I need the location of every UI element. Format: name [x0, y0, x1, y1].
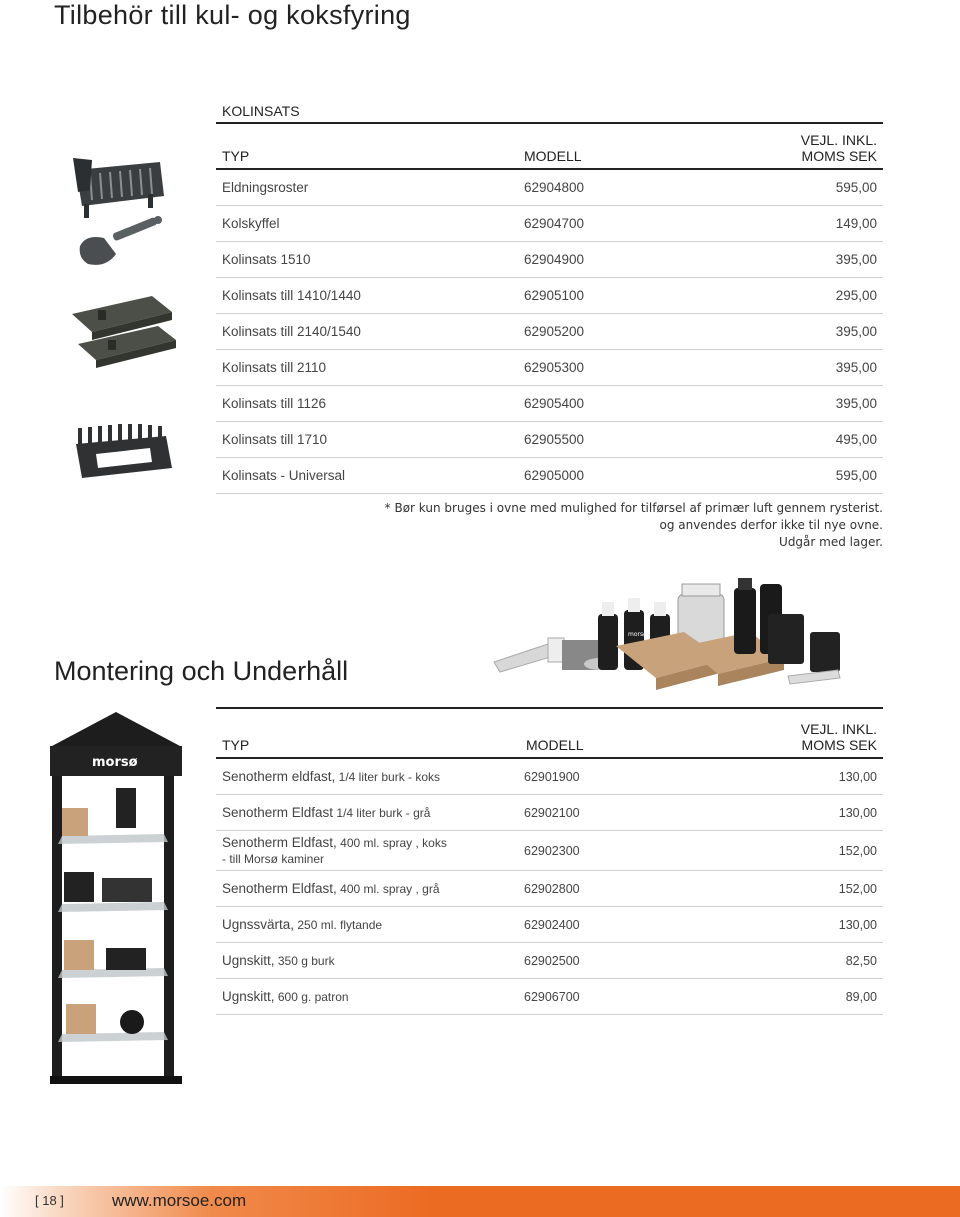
product-model: 62905400 — [518, 386, 718, 422]
table-row — [216, 943, 883, 979]
kolinsats-label: KOLINSATS — [222, 103, 300, 119]
product-model: 62902500 — [520, 943, 720, 979]
product-name: Kolinsats till 1410/1440 — [216, 278, 518, 314]
product-price: 149,00 — [718, 206, 883, 242]
product-model: 62905300 — [518, 350, 718, 386]
display-stand-image — [46, 708, 186, 1086]
product-detail: 400 ml. spray , koks — [336, 835, 447, 850]
product-name: Eldningsroster — [216, 169, 518, 206]
product-model: 62904800 — [518, 169, 718, 206]
type-header: TYP — [216, 708, 520, 758]
table-row — [216, 314, 883, 350]
price-header — [718, 123, 883, 169]
section-title: Montering och Underhåll — [54, 656, 349, 686]
model-header: MODELL — [518, 123, 718, 169]
product-price: 595,00 — [718, 169, 883, 206]
product-detail: 1/4 liter burk - grå — [333, 806, 431, 820]
product-model: 62906700 — [520, 979, 720, 1015]
product-name: Ugnskitt, — [222, 953, 275, 968]
table-row — [216, 350, 883, 386]
product-detail: 1/4 liter burk - koks — [335, 770, 441, 784]
price-header-line1: VEJL. INKL. — [800, 721, 877, 737]
table-row — [216, 831, 883, 871]
table-row — [216, 907, 883, 943]
product-price: 395,00 — [718, 386, 883, 422]
page-number: [ 18 ] — [35, 1193, 64, 1208]
model-header: MODELL — [520, 708, 720, 758]
kolinsats-table — [216, 122, 883, 494]
product-price: 395,00 — [718, 314, 883, 350]
product-detail: 350 g burk — [274, 954, 335, 968]
product-name: Kolinsats till 2140/1540 — [216, 314, 518, 350]
product-name: Senotherm Eldfast, — [222, 834, 337, 850]
product-model: 62905000 — [518, 458, 718, 494]
product-name-cell — [216, 979, 520, 1015]
product-detail-line2: - till Morsø kaminer — [222, 851, 325, 866]
product-name: Kolinsats till 1126 — [216, 386, 518, 422]
product-price: 130,00 — [720, 758, 883, 795]
montering-table-header — [216, 708, 883, 758]
product-name-cell — [216, 831, 520, 871]
product-price: 152,00 — [720, 871, 883, 907]
product-detail: 250 ml. flytande — [294, 918, 383, 932]
product-name: Kolinsats till 2110 — [216, 350, 518, 386]
footnote-line: og anvendes derfor ikke til nye ovne. — [659, 518, 883, 532]
product-model: 62902300 — [520, 831, 720, 871]
coal-insert-plates-image — [68, 292, 180, 372]
universal-coal-insert-image — [70, 422, 176, 486]
table-row — [216, 169, 883, 206]
type-header: TYP — [216, 123, 518, 169]
website-link[interactable]: www.morsoe.com — [112, 1191, 247, 1210]
page-title: Tilbehör till kul- og koksfyring — [54, 0, 411, 30]
product-price: 82,50 — [720, 943, 883, 979]
price-header-line2: MOMS SEK — [801, 148, 877, 164]
table-row — [216, 386, 883, 422]
product-model: 62905100 — [518, 278, 718, 314]
product-detail: 400 ml. spray , grå — [336, 882, 440, 896]
product-model: 62902400 — [520, 907, 720, 943]
table-row — [216, 278, 883, 314]
product-name: Senotherm Eldfast — [222, 805, 334, 820]
table-row — [216, 206, 883, 242]
brand-logo-text: morsø — [628, 631, 647, 638]
product-name-cell — [216, 943, 520, 979]
product-model: 62904700 — [518, 206, 718, 242]
product-name: Kolinsats - Universal — [216, 458, 518, 494]
table-row — [216, 422, 883, 458]
product-name-cell — [216, 795, 520, 831]
maintenance-products-image — [488, 574, 868, 696]
product-name: Kolskyffel — [216, 206, 518, 242]
price-header-line2: MOMS SEK — [801, 737, 877, 753]
table-row — [216, 242, 883, 278]
table-row — [216, 758, 883, 795]
product-model: 62905500 — [518, 422, 718, 458]
product-model: 62902100 — [520, 795, 720, 831]
product-price: 295,00 — [718, 278, 883, 314]
montering-table — [216, 707, 883, 1015]
product-model: 62905200 — [518, 314, 718, 350]
product-name-cell — [216, 907, 520, 943]
product-name: Senotherm eldfast, — [222, 769, 336, 784]
table-row — [216, 795, 883, 831]
footnote-line: Udgår med lager. — [779, 535, 883, 549]
product-price: 395,00 — [718, 242, 883, 278]
product-price: 152,00 — [720, 831, 883, 871]
product-price: 89,00 — [720, 979, 883, 1015]
product-price: 130,00 — [720, 795, 883, 831]
kolinsats-table-header — [216, 123, 883, 169]
table-row — [216, 458, 883, 494]
stand-logo-text: morsø — [92, 755, 138, 770]
product-model: 62902800 — [520, 871, 720, 907]
product-model: 62901900 — [520, 758, 720, 795]
price-header-line1: VEJL. INKL. — [800, 132, 877, 148]
product-price: 130,00 — [720, 907, 883, 943]
kolinsats-footnotes — [385, 500, 883, 551]
price-header — [720, 708, 883, 758]
product-name-cell — [216, 758, 520, 795]
product-name: Kolinsats till 1710 — [216, 422, 518, 458]
product-model: 62904900 — [518, 242, 718, 278]
grate-image — [68, 150, 168, 220]
table-row — [216, 871, 883, 907]
footnote-line: * Bør kun bruges i ovne med mulighed for tilførsel af primær luft gennem rysterist. — [384, 501, 883, 515]
product-name: Ugnssvärta, — [222, 917, 295, 932]
product-name: Ugnskitt, — [222, 989, 275, 1004]
product-price: 495,00 — [718, 422, 883, 458]
product-name-cell — [216, 871, 520, 907]
product-name: Kolinsats 1510 — [216, 242, 518, 278]
product-name: Senotherm Eldfast, — [222, 881, 337, 896]
product-price: 595,00 — [718, 458, 883, 494]
product-price: 395,00 — [718, 350, 883, 386]
coal-shovel-image — [76, 216, 168, 270]
product-detail: 600 g. patron — [274, 990, 349, 1004]
table-row — [216, 979, 883, 1015]
